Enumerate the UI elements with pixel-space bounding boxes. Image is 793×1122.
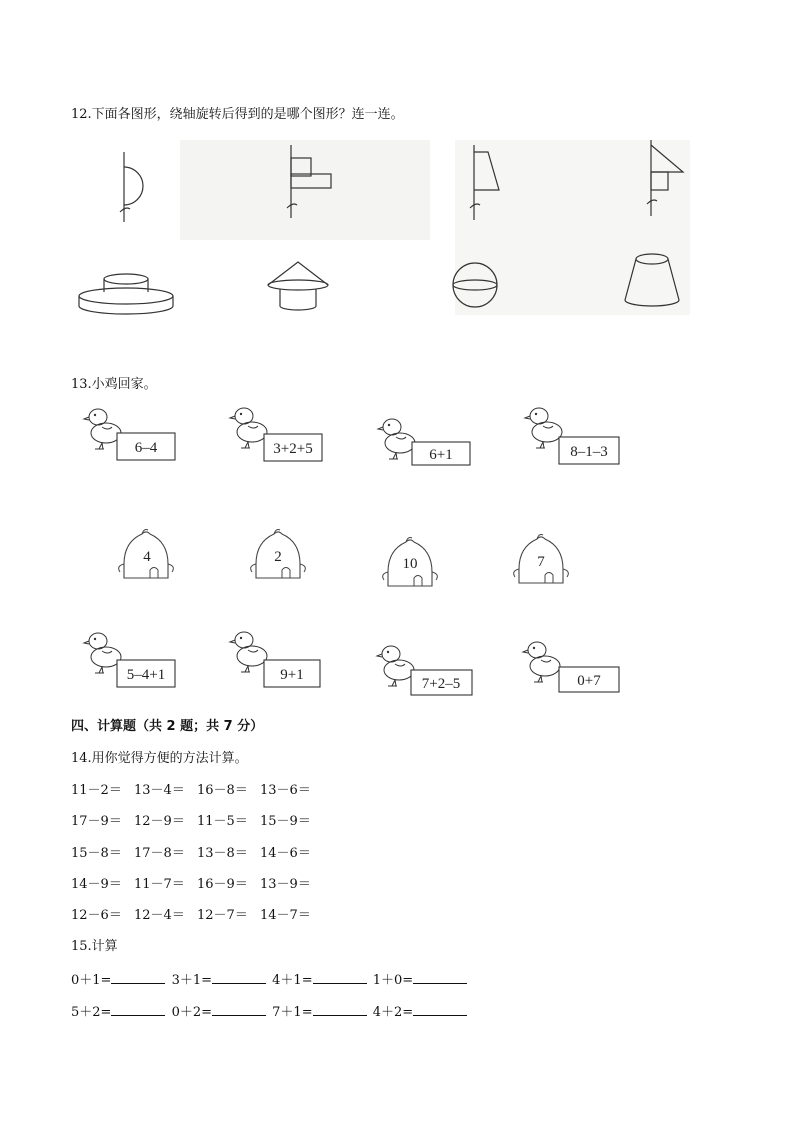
q14-item[interactable]: 13－8＝ (197, 846, 248, 861)
q14-item[interactable]: 12－6＝ (71, 908, 122, 923)
answer-blank[interactable] (111, 971, 165, 984)
house-1-label: 4 (143, 549, 151, 565)
q14-item[interactable]: 11－2＝ (71, 783, 122, 798)
answer-blank[interactable] (111, 1003, 165, 1016)
q15-item: 1＋0= (373, 969, 469, 988)
section4-title: 四、计算题（共 2 题；共 7 分） (71, 719, 264, 734)
q15-item: 4＋2= (373, 1001, 469, 1020)
answer-blank[interactable] (212, 971, 266, 984)
house-3-label: 10 (402, 556, 418, 572)
q14-item[interactable]: 14－6＝ (260, 846, 311, 861)
q14-item[interactable]: 16－8＝ (197, 783, 248, 798)
q14-row-4 (71, 873, 323, 892)
q15-item: 5＋2= (71, 1001, 167, 1020)
chick-bottom-3-label: 7+2–5 (421, 676, 461, 692)
chick-top-1-label: 6–4 (134, 440, 158, 456)
q14-item[interactable]: 16－9＝ (197, 877, 248, 892)
q14-item[interactable]: 15－9＝ (260, 814, 311, 829)
q15-row-1 (71, 969, 469, 988)
q15-item: 7＋1= (272, 1001, 368, 1020)
q14-item[interactable]: 11－5＝ (197, 814, 248, 829)
q15-item: 4＋1= (272, 969, 368, 988)
q14-row-2 (71, 810, 323, 829)
q14-row-1 (71, 779, 323, 798)
answer-blank[interactable] (413, 1003, 467, 1016)
answer-blank[interactable] (413, 971, 467, 984)
chick-bottom-4[interactable] (523, 642, 619, 692)
q14-item[interactable]: 11－7＝ (134, 877, 185, 892)
chick-top-1[interactable] (84, 409, 175, 460)
q14-item[interactable]: 17－8＝ (134, 846, 185, 861)
chick-top-4-label: 8–1–3 (570, 444, 608, 460)
q13-title: 13.小鸡回家。 (71, 377, 157, 392)
q15-title: 15.计算 (71, 939, 118, 954)
q14-item[interactable]: 13－9＝ (260, 877, 311, 892)
q12-title: 12.下面各图形，绕轴旋转后得到的是哪个图形？连一连。 (71, 107, 404, 122)
answer-blank[interactable] (313, 1003, 367, 1016)
q14-row-3 (71, 842, 323, 861)
chick-bottom-2-label: 9+1 (280, 667, 304, 683)
q14-item[interactable]: 12－7＝ (197, 908, 248, 923)
chick-top-2-label: 3+2+5 (273, 441, 313, 457)
answer-blank[interactable] (212, 1003, 266, 1016)
q14-item[interactable]: 14－9＝ (71, 877, 122, 892)
q14-item[interactable]: 13－6＝ (260, 783, 311, 798)
q14-item[interactable]: 17－9＝ (71, 814, 122, 829)
q14-row-5 (71, 904, 323, 923)
q15-item: 0＋2= (172, 1001, 268, 1020)
q15-row-2 (71, 1001, 469, 1020)
chick-bottom-2[interactable] (230, 632, 320, 687)
q14-title: 14.用你觉得方便的方法计算。 (71, 751, 248, 766)
q14-item[interactable]: 14－7＝ (260, 908, 311, 923)
answer-blank[interactable] (313, 971, 367, 984)
q15-item: 0＋1= (71, 969, 167, 988)
chick-bottom-4-label: 0+7 (577, 673, 601, 689)
chick-top-3-label: 6+1 (429, 447, 453, 463)
house-2-label: 2 (274, 549, 282, 565)
q15-item: 3＋1= (172, 969, 268, 988)
house-4-label: 7 (537, 554, 545, 570)
q14-item[interactable]: 15－8＝ (71, 846, 122, 861)
chick-top-3[interactable] (378, 419, 470, 465)
q14-item[interactable]: 12－4＝ (134, 908, 185, 923)
q14-item[interactable]: 12－9＝ (134, 814, 185, 829)
q14-item[interactable]: 13－4＝ (134, 783, 185, 798)
chick-bottom-1-label: 5–4+1 (126, 667, 166, 683)
